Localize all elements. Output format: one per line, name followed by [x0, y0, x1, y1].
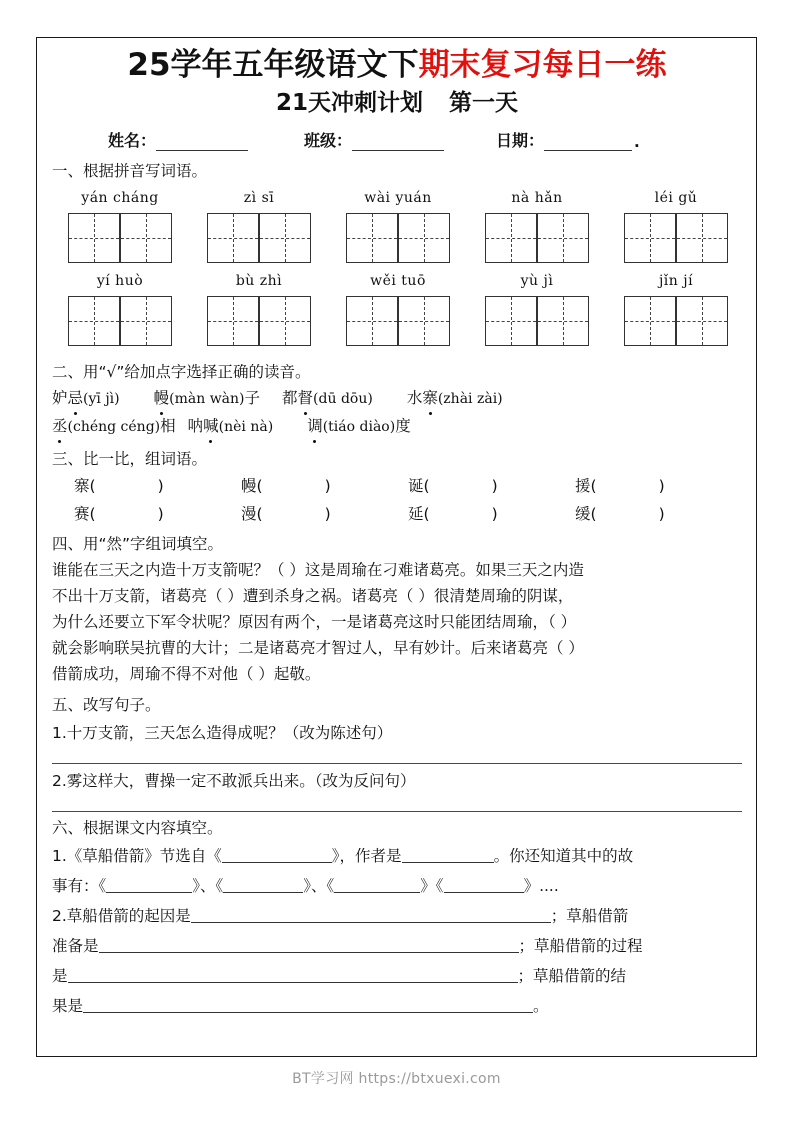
grid-cell[interactable] [398, 296, 450, 346]
class-blank[interactable] [352, 137, 444, 151]
compare-char: 赛( [74, 505, 96, 523]
section-4-line-1[interactable]: 谁能在三天之内造十万支箭呢？（ ）这是周瑜在刁难诸葛亮。如果三天之内造 [52, 561, 584, 579]
pinyin-item [201, 190, 317, 263]
section-2-line-2 [52, 413, 742, 441]
choice-item[interactable] [52, 413, 176, 441]
q1-blank-story-1[interactable] [106, 878, 192, 893]
compare-char: 幔( [241, 477, 263, 495]
grid-cell[interactable] [537, 213, 589, 263]
section-1-heading: 一、根据拼音写词语。 [52, 162, 208, 180]
compare-item[interactable] [241, 472, 408, 500]
grid-cell[interactable] [537, 296, 589, 346]
class-label: 班级： [304, 131, 353, 150]
compare-char: 漫( [241, 505, 263, 523]
worksheet-content [52, 45, 742, 1021]
choice-item[interactable] [52, 385, 120, 413]
choice-options[interactable]: (yī jì) [83, 391, 120, 407]
pinyin-item [618, 273, 734, 346]
q2-text-e: 是 [52, 967, 68, 985]
tianzige-box[interactable] [485, 213, 589, 263]
tianzige-box[interactable] [624, 296, 728, 346]
q1-text-a: 1.《草船借箭》节选自《 [52, 847, 222, 865]
compare-char: 援( [575, 477, 597, 495]
choice-suffix: 度 [395, 417, 411, 435]
grid-cell[interactable] [207, 213, 259, 263]
grid-cell[interactable] [485, 296, 537, 346]
q1-text-g: 》《 [420, 877, 444, 895]
pinyin-row-2 [52, 273, 742, 346]
section-6-q2-line-3 [52, 961, 742, 991]
grid-cell[interactable] [624, 213, 676, 263]
q2-text-h: 。 [533, 997, 549, 1015]
q1-blank-author[interactable] [402, 848, 494, 863]
q2-blank-cause[interactable] [191, 908, 551, 923]
subtitle-plan: 21天冲刺计划 [275, 90, 423, 116]
date-trailing-dot: . [634, 133, 640, 151]
dotted-char: 忌 [68, 385, 84, 412]
section-4-line-2[interactable]: 不出十万支箭，诸葛亮（ ）遭到杀身之祸。诸葛亮（ ）很清楚周瑜的阴谋， [52, 587, 574, 605]
section-5-question-2: 2.雾这样大，曹操一定不敢派兵出来。（改为反问句） [52, 772, 416, 790]
q2-text-a: 2.草船借箭的起因是 [52, 907, 191, 925]
compare-item[interactable] [241, 500, 408, 528]
pinyin-label: wài yuán [364, 190, 432, 206]
compare-close-paren: ) [324, 477, 331, 495]
choice-item[interactable] [307, 413, 411, 441]
choice-options[interactable]: (chéng céng) [67, 419, 161, 435]
section-3-row-1 [52, 472, 742, 500]
q1-text-f: 》、《 [303, 877, 335, 895]
pinyin-item [62, 273, 178, 346]
q2-text-c: 准备是 [52, 937, 99, 955]
grid-cell[interactable] [68, 296, 120, 346]
grid-cell[interactable] [346, 296, 398, 346]
dotted-char: 寨 [422, 385, 438, 412]
section-6-q2-line-1 [52, 901, 742, 931]
q2-text-g: 果是 [52, 997, 84, 1015]
section-3-row-2 [52, 500, 742, 528]
choice-options[interactable]: (dū dōu) [313, 391, 373, 407]
pinyin-label: zì sī [243, 190, 275, 206]
tianzige-box[interactable] [485, 296, 589, 346]
compare-close-paren: ) [491, 505, 498, 523]
grid-cell[interactable] [207, 296, 259, 346]
compare-close-paren: ) [491, 477, 498, 495]
student-info-row [52, 128, 742, 151]
compare-close-paren: ) [658, 477, 665, 495]
q1-blank-story-2[interactable] [223, 878, 303, 893]
section-4-line-5[interactable]: 借箭成功，周瑜不得不对他（ ）起敬。 [52, 665, 321, 683]
compare-close-paren: ) [157, 505, 164, 523]
section-4-line-3[interactable]: 为什么还要立下军令状呢？原因有两个，一是诸葛亮这时只能团结周瑜，（ ） [52, 613, 577, 631]
pinyin-row-1 [52, 190, 742, 263]
section-6-q1-line-1 [52, 841, 742, 871]
section-4-heading: 四、用“然”字组词填空。 [52, 535, 224, 553]
page-subtitle [52, 87, 742, 119]
pinyin-label: jǐn jí [658, 273, 694, 289]
grid-cell[interactable] [259, 296, 311, 346]
choice-suffix: 子 [244, 389, 261, 407]
compare-char: 诞( [408, 477, 430, 495]
dotted-char: 喊 [203, 413, 219, 440]
date-label: 日期： [496, 131, 545, 150]
page-title [52, 45, 742, 85]
choice-item[interactable] [407, 385, 503, 413]
q1-blank-story-3[interactable] [334, 878, 420, 893]
grid-cell[interactable] [676, 296, 728, 346]
choice-item[interactable] [154, 385, 260, 413]
grid-cell[interactable] [624, 296, 676, 346]
pinyin-label: yù jì [520, 273, 554, 289]
date-blank[interactable] [544, 137, 632, 151]
pinyin-item [618, 190, 734, 263]
section-3-heading: 三、比一比，组词语。 [52, 450, 208, 468]
grid-cell[interactable] [398, 213, 450, 263]
q1-text-h: 》.... [523, 877, 559, 895]
choice-options[interactable]: (tiáo diào) [322, 419, 396, 435]
q1-blank-story-4[interactable] [444, 878, 524, 893]
section-2-line-1 [52, 385, 742, 413]
q2-text-f: ；草船借箭的结 [517, 967, 627, 985]
tianzige-box[interactable] [346, 296, 450, 346]
section-6-q2-line-4 [52, 991, 742, 1021]
compare-char: 缓( [575, 505, 597, 523]
compare-char: 寨( [74, 477, 96, 495]
q2-blank-process[interactable] [68, 968, 518, 983]
pinyin-item [340, 273, 456, 346]
choice-prefix: 都 [282, 389, 298, 407]
dotted-char: 幔 [154, 385, 170, 412]
choice-options[interactable]: (nèi nà) [218, 419, 274, 435]
choice-item[interactable] [188, 413, 274, 441]
choice-options[interactable]: (zhài zài) [437, 391, 503, 407]
title-red-part: 期末复习每日一练 [418, 47, 667, 83]
pinyin-item [62, 190, 178, 263]
section-4-line-4[interactable]: 就会影响联吴抗曹的大计；二是诸葛亮才智过人，早有妙计。后来诸葛亮（ ） [52, 639, 584, 657]
tianzige-box[interactable] [346, 213, 450, 263]
tianzige-box[interactable] [207, 213, 311, 263]
footer-watermark: BT学习网 https://btxuexi.com [292, 1071, 501, 1087]
answer-line-1[interactable] [52, 762, 742, 764]
pinyin-label: bù zhì [235, 273, 283, 289]
title-black-part: 25学年五年级语文下 [127, 47, 419, 83]
q1-text-d: 事有：《 [52, 877, 107, 895]
tianzige-box[interactable] [207, 296, 311, 346]
pinyin-label: yí huò [96, 273, 144, 289]
dotted-char: 督 [298, 385, 314, 412]
grid-cell[interactable] [68, 213, 120, 263]
tianzige-box[interactable] [624, 213, 728, 263]
pinyin-exercise [52, 190, 742, 346]
q2-blank-result[interactable] [83, 998, 533, 1013]
compare-item[interactable] [575, 500, 742, 528]
compare-item[interactable] [575, 472, 742, 500]
section-2-heading: 二、用“√”给加点字选择正确的读音。 [52, 363, 311, 381]
pinyin-item [340, 190, 456, 263]
grid-cell[interactable] [485, 213, 537, 263]
pinyin-label: wěi tuō [370, 273, 426, 289]
choice-prefix: 呐 [187, 417, 204, 435]
q1-text-b: 》，作者是 [331, 847, 402, 865]
name-field[interactable] [108, 128, 248, 151]
pinyin-label: nà hǎn [511, 190, 563, 206]
section-5-question-1: 1.十万支箭，三天怎么造得成呢？（改为陈述句） [52, 724, 393, 742]
q2-text-d: ；草船借箭的过程 [518, 937, 643, 955]
name-label: 姓名： [108, 131, 157, 150]
grid-cell[interactable] [120, 213, 172, 263]
pinyin-label: yán cháng [81, 190, 159, 206]
tianzige-box[interactable] [68, 296, 172, 346]
choice-item[interactable] [282, 385, 373, 413]
class-field[interactable] [304, 128, 444, 151]
compare-item[interactable] [74, 472, 241, 500]
compare-item[interactable] [408, 472, 575, 500]
compare-item[interactable] [74, 500, 241, 528]
pinyin-item [479, 273, 595, 346]
pinyin-item [201, 273, 317, 346]
choice-options[interactable]: (màn wàn) [169, 391, 245, 407]
grid-cell[interactable] [346, 213, 398, 263]
section-6-q2-line-2 [52, 931, 742, 961]
section-6-q1-line-2 [52, 871, 742, 901]
name-blank[interactable] [156, 137, 248, 151]
tianzige-box[interactable] [68, 213, 172, 263]
section-6-heading: 六、根据课文内容填空。 [52, 819, 223, 837]
grid-cell[interactable] [259, 213, 311, 263]
subtitle-day: 第一天 [449, 90, 518, 116]
section-5-heading: 五、改写句子。 [52, 696, 161, 714]
q1-text-c: 。你还知道其中的故 [493, 847, 634, 865]
choice-prefix: 水 [406, 389, 423, 407]
dotted-char: 调 [307, 413, 323, 440]
compare-close-paren: ) [157, 477, 164, 495]
date-field[interactable] [496, 128, 640, 151]
answer-line-2[interactable] [52, 810, 742, 812]
q2-text-b: ；草船借箭 [550, 907, 629, 925]
pinyin-label: léi gǔ [654, 190, 698, 206]
dotted-char: 丞 [52, 413, 68, 440]
q1-text-e: 》、《 [192, 877, 224, 895]
compare-close-paren: ) [658, 505, 665, 523]
compare-close-paren: ) [324, 505, 331, 523]
choice-prefix: 妒 [52, 389, 68, 407]
compare-item[interactable] [408, 500, 575, 528]
q2-blank-prepare[interactable] [99, 938, 519, 953]
grid-cell[interactable] [676, 213, 728, 263]
grid-cell[interactable] [120, 296, 172, 346]
pinyin-item [479, 190, 595, 263]
compare-char: 延( [408, 505, 430, 523]
choice-suffix: 相 [160, 417, 176, 435]
q1-blank-book[interactable] [222, 848, 332, 863]
